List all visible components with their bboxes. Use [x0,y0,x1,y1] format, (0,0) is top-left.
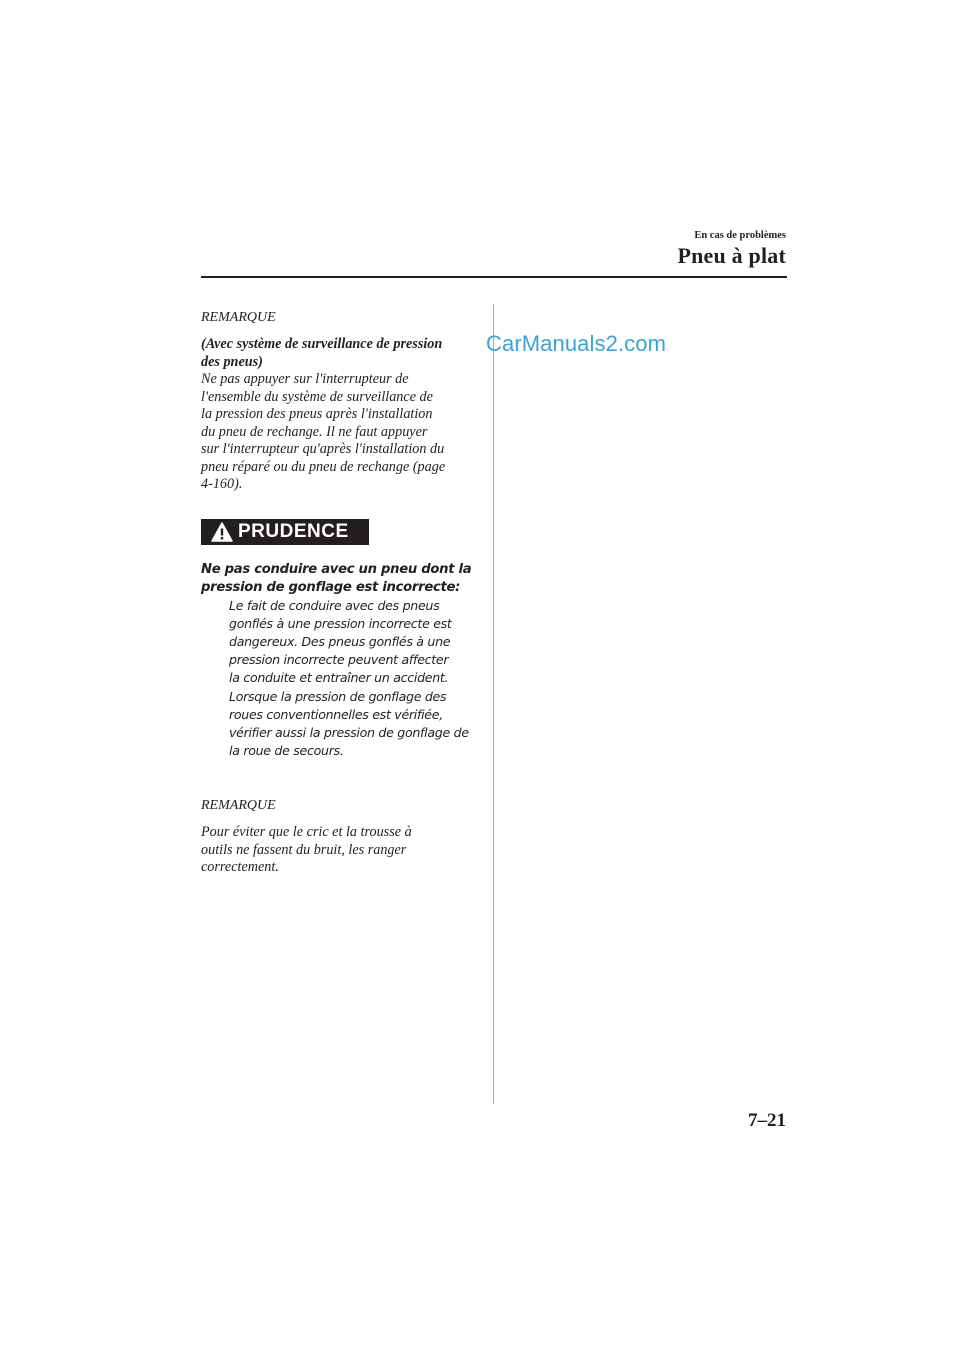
section-name: En cas de problèmes [694,230,786,241]
note-body-line: du pneu de rechange. Il ne faut appuyer [201,423,428,440]
note-body-line: la pression des pneus après l'installation [201,406,433,422]
caution-body-line: roues conventionnelles est vérifiée, [229,706,443,722]
caution-banner [201,519,369,545]
note-body-line: outils ne fassent du bruit, les ranger [201,841,407,858]
caution-body-line: dangereux. Des pneus gonflés à une [229,633,451,649]
note-body-line: 4-160). [201,476,243,492]
note-block-tpms [201,309,479,494]
caution-body-line: gonflés à une pression incorrecte est [229,615,452,631]
note-block-storage [201,797,479,877]
watermark-link[interactable]: CarManuals2.com [486,331,667,356]
note-condition-line: (Avec système de surveillance de pression [201,336,443,352]
note-body-line: pneu réparé ou du pneu de rechange (page [201,458,446,475]
left-column [201,309,479,877]
note-condition-line: des pneus) [201,353,263,370]
caution-body-line: Le fait de conduire avec des pneus [229,597,440,613]
caution-heading-line: Ne pas conduire avec un pneu dont la [201,561,472,577]
caution-heading-line: pression de gonflage est incorrecte: [201,579,461,595]
page-title: Pneu à plat [677,243,786,268]
caution-body-line: pression incorrecte peuvent affecter [229,652,449,668]
caution-block [201,561,479,761]
caution-body-line: la conduite et entraîner un accident. [229,670,449,686]
header-rule [201,276,787,278]
caution-label: PRUDENCE [238,520,349,542]
note-body-line: sur l'interrupteur qu'après l'installation du [201,441,445,457]
caution-body-line: vérifier aussi la pression de gonflage de [229,724,469,740]
warning-triangle-icon [211,522,233,542]
column-divider [493,304,494,1104]
caution-body-line: la roue de secours. [229,743,344,759]
note-body-line: Pour éviter que le cric et la trousse à [201,824,412,841]
note-body-line: l'ensemble du système de surveillance de [201,388,433,405]
caution-body-line: Lorsque la pression de gonflage des [229,688,447,704]
note-heading: REMARQUE [201,310,276,325]
note-body-line: correctement. [201,859,279,876]
page-number: 7–21 [748,1110,786,1131]
note-body-line: Ne pas appuyer sur l'interrupteur de [201,371,409,387]
note-heading: REMARQUE [201,798,276,814]
